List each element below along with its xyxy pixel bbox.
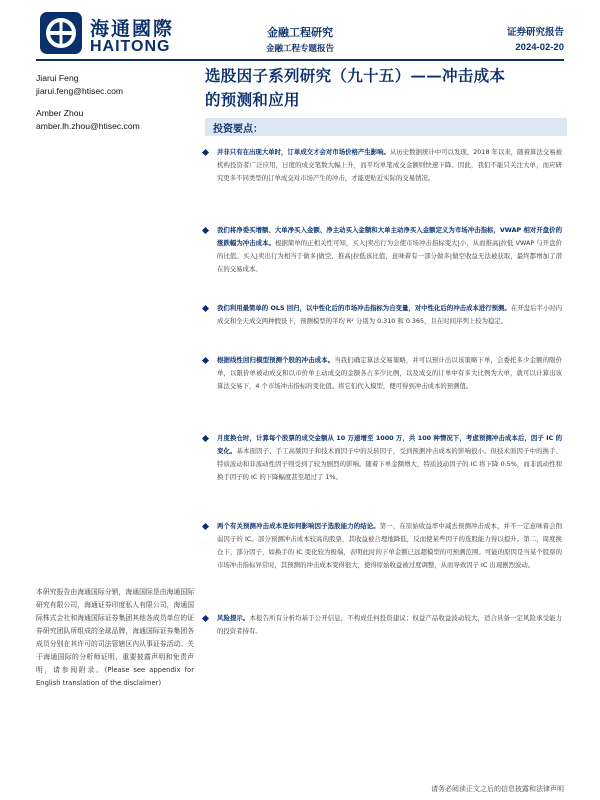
key-point-heading: 并非只有在出现大单时，订单成交才会对市场价格产生影响。 <box>217 148 390 156</box>
company-logo <box>40 12 82 54</box>
author-name: Jiarui Feng <box>36 73 79 83</box>
header-divider <box>36 59 564 61</box>
page-footer: 请务必阅读正文之后的信息披露和法律声明 <box>431 785 564 793</box>
report-title-line: 选股因子系列研究（九十五）——冲击成本 <box>205 66 506 85</box>
key-point-text: 从历史数据统计中可以发现，2018 年以来，随着算法交易被机构投资者广泛应用，日度的成交笔数大幅上升，而平均单笔成交金额则快速下降。因此，我们不能只关注大单，而应研究更多不同类型的订单成交对市场产生的冲击，才能更贴近实际的交易情况。 <box>217 148 563 182</box>
key-point-heading: 月度换仓时，计算每个股票的成交金额从 10 万递增至 1000 万，共 100 种情况下，考虑预测冲击成本后，因子 IC 的变化。 <box>217 434 562 455</box>
key-point-heading: 我们利用最简单的 OLS 回归，以中性化后的市场冲击指标为自变量，对中性化后的冲击成本进行预测。 <box>217 304 511 312</box>
report-title <box>205 64 570 112</box>
bullet-diamond-icon <box>202 357 209 364</box>
author-name: Amber Zhou <box>36 108 84 118</box>
key-point <box>205 354 562 393</box>
key-point-text: 基本面因子、手工高频因子和技术面因子中的反转因子，受到预测冲击成本的影响很小。但技术面因子中的换手、特质波动和非流动性因子则受到了较为剧烈的影响。随着下单金额增大，特质波动因子的 IC 将下降 0.5%，而非流动性和换手因子的 IC 的下降幅度甚至超过了 1%。 <box>217 447 563 481</box>
bullet-diamond-icon <box>202 227 209 234</box>
bullet-diamond-icon <box>202 615 209 622</box>
bullet-diamond-icon <box>202 149 209 156</box>
key-point <box>205 224 562 276</box>
key-point-text: 第一，在原始收益率中减去预测冲击成本，并不一定意味着会削弱因子的 IC。部分预测冲击成本较高的股票，其收益被合理地降低，反而使某些因子的选股能力得以提升。第二，周度换仓下，部分因子，如换手的 IC 变化较为极端，表明此时的下单金额已远超模型的可预测范围。可能的原因是当某个股票的市场冲击指标异常时，其预测的冲击成本变得很大，使得原始收益被过度调整，从而导致因子 IC 出现剧烈波动。 <box>217 522 563 569</box>
logo-english-name: HAITONG <box>90 38 171 55</box>
key-point-heading: 风险提示。 <box>217 614 250 622</box>
section-title: 投资要点： <box>213 124 263 135</box>
key-point-heading: 我们将净委买增额、大单净买入金额、净主动买入金额和大单主动净买入金额定义为市场冲击指标，VWAP 相对开盘价的涨跌幅为冲击成本。 <box>217 226 562 247</box>
key-point-heading: 根据线性回归模型预测个股的冲击成本。 <box>217 356 335 364</box>
key-point-text: 当我们确定算法交易策略，并可以预计出以该策略下单，会委托多少金额的限价单，以限价单被动成交和以市价单主动成交的金额各占多少比例，以及成交的订单中有多大比例为大单，就可以计算出该算法交易下，4 个市场冲击指标的变化值。将它们代入模型，便可得到冲击成本的预测值。 <box>217 356 563 390</box>
logo-emblem-icon <box>40 12 82 54</box>
author-email[interactable]: jiarui.feng@htisec.com <box>36 86 124 96</box>
logo-chinese-name: 海通國際 <box>90 18 175 40</box>
bullet-diamond-icon <box>202 305 209 312</box>
author-email[interactable]: amber.lh.zhou@htisec.com <box>36 121 140 131</box>
report-date: 2024-02-20 <box>515 42 564 53</box>
report-subcategory: 金融工程专题报告 <box>265 44 334 54</box>
key-point-text: 根据简单的正相关性可知，买入|卖出行为会使市场冲击指标变大|小，从而推高|拉低 VWAP 与开盘价的比值。买入|卖出行为相当于做多|做空，推高|拉低该比值，意味着有一部分做多|做空收益无法被获取，最终都增加了潜在的交易成本。 <box>217 239 563 273</box>
key-point <box>205 612 562 638</box>
key-point <box>205 520 562 572</box>
key-point <box>205 146 562 185</box>
key-point-text: 在开盘后半小时内成交和全天成交两种假设下，预测模型的平均 R² 分别为 0.310 和 0.365，且在时间序列上较为稳定。 <box>217 304 563 325</box>
key-point-heading: 两个有关预测冲击成本是如何影响因子选股能力的结论。 <box>217 522 380 530</box>
key-point <box>205 432 562 484</box>
bullet-diamond-icon <box>202 523 209 530</box>
key-point <box>205 302 562 328</box>
report-title-line: 的预测和应用 <box>205 90 300 109</box>
bullet-diamond-icon <box>202 435 209 442</box>
report-category: 金融工程研究 <box>267 26 333 39</box>
key-point-text: 本报告所有分析均基于公开信息，不构成任何投资建议；权益产品收益波动较大，适合具备一定风险承受能力的投资者持有。 <box>217 614 563 635</box>
report-type: 证券研究报告 <box>506 27 564 38</box>
sidebar-disclaimer: 本研究报告由海通国际分销，海通国际是由海通国际研究有限公司，海通证券印度私人有限公司，海通国际株式会社和海通国际证券集团其他各成员单位的证券研究团队所组成的全球品牌，海通国际证券集团各成员分别在其许可的司法管辖区内从事证券活动。关于海通国际的分析师证明，重要披露声明和免责声明，请参阅附录。(Please see appendix for English translation of the disclaimer) <box>36 588 194 687</box>
